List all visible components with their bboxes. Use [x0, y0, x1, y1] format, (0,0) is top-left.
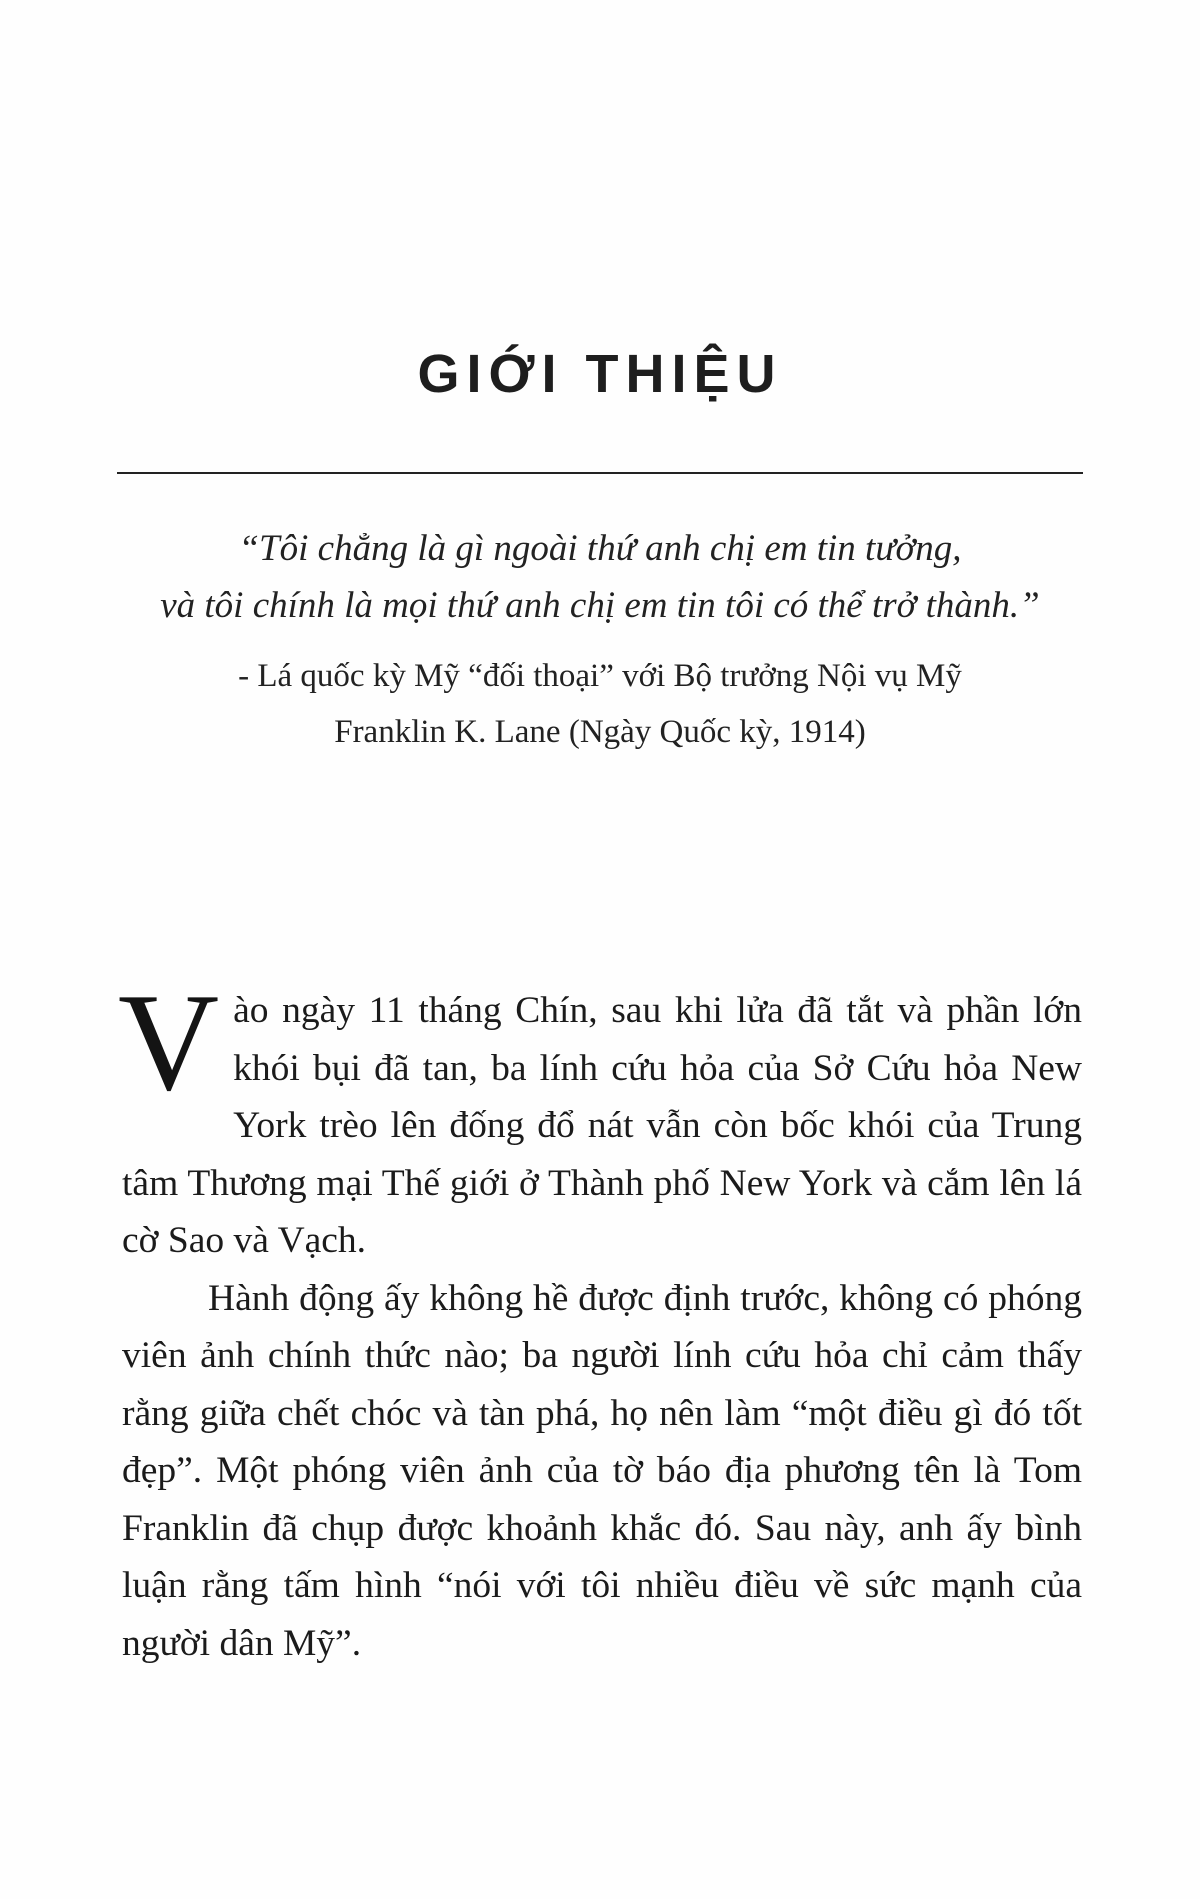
epigraph-line: “Tôi chẳng là gì ngoài thứ anh chị em tin tưởng,	[238, 528, 962, 569]
epigraph-attribution	[117, 648, 1083, 760]
paragraph-text: ào ngày 11 tháng Chín, sau khi lửa đã tắt và phần lớn khói bụi đã tan, ba lính cứu hỏa của Sở Cứu hỏa New York trèo lên đống đổ nát vẫn còn bốc khói của Trung tâm Thương mại Thế giới ở Thành phố New York và cắm lên lá cờ Sao và Vạch.	[122, 990, 1082, 1261]
paragraph	[118, 965, 1082, 1270]
chapter-title: GIỚI THIỆU	[417, 344, 783, 404]
epigraph-quote	[117, 520, 1083, 634]
epigraph-line: và tôi chính là mọi thứ anh chị em tin tôi có thể trở thành.”	[160, 585, 1040, 626]
drop-cap: V	[118, 965, 220, 1120]
body-text	[118, 965, 1082, 1672]
attribution-line: Franklin K. Lane (Ngày Quốc kỳ, 1914)	[334, 714, 866, 750]
title-divider	[117, 472, 1083, 474]
paragraph: Hành động ấy không hề được định trước, không có phóng viên ảnh chính thức nào; ba người lính cứu hỏa chỉ cảm thấy rằng giữa chết chóc và tàn phá, họ nên làm “một điều gì đó tốt đẹp”. Một phóng viên ảnh của tờ báo địa phương tên là Tom Franklin đã chụp được khoảnh khắc đó. Sau này, anh ấy bình luận rằng tấm hình “nói với tôi nhiều điều về sức mạnh của người dân Mỹ”.	[122, 1277, 1082, 1664]
attribution-line: - Lá quốc kỳ Mỹ “đối thoại” với Bộ trưởng Nội vụ Mỹ	[238, 658, 962, 694]
